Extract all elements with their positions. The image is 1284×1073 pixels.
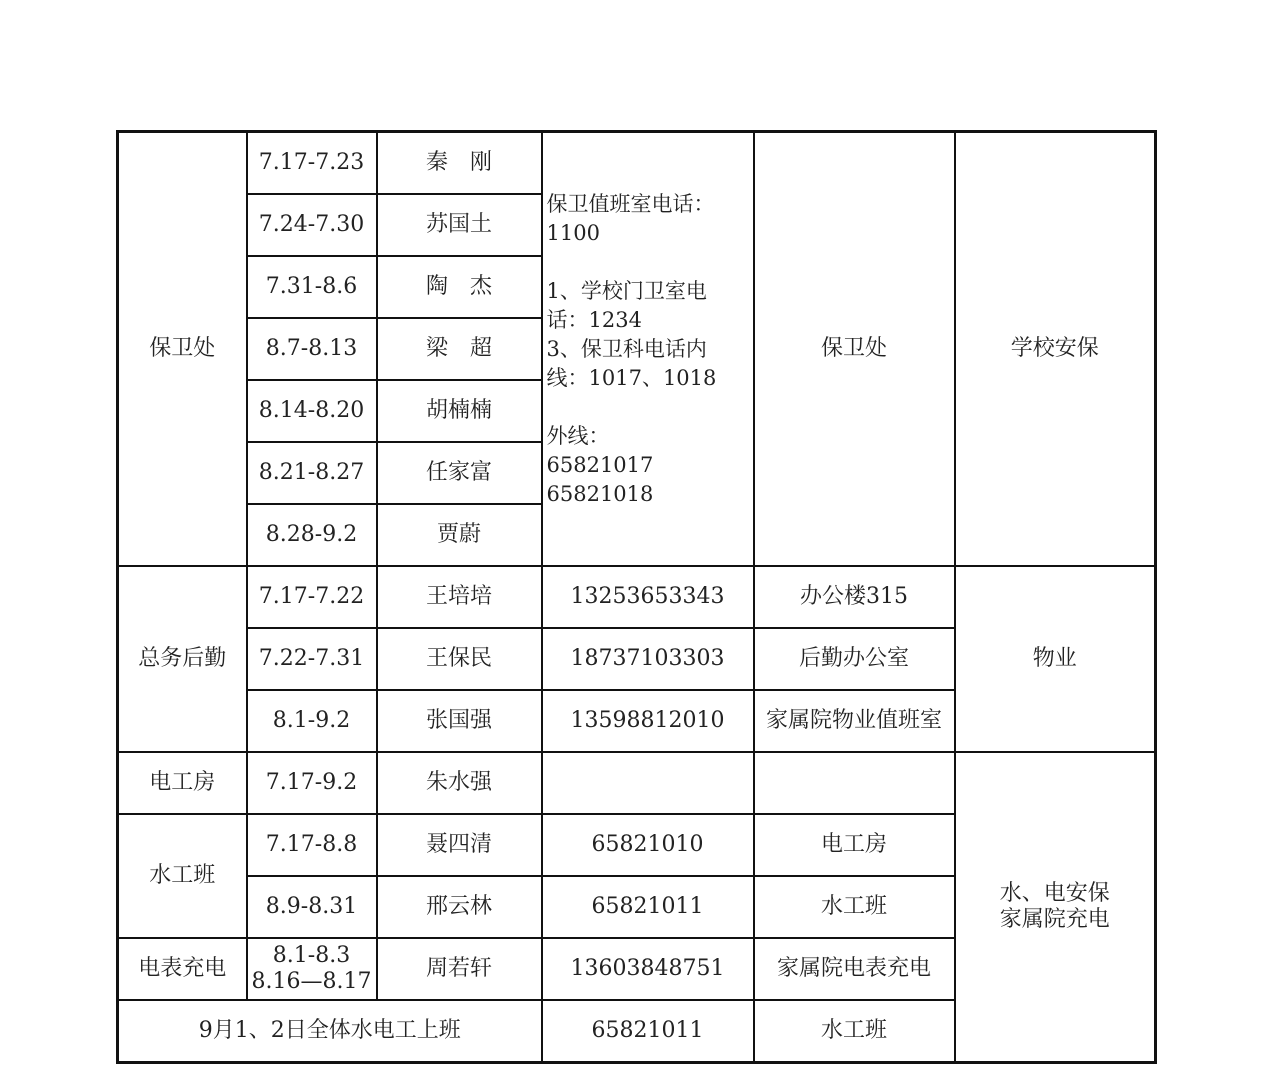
duty-cell: 学校安保 [955, 132, 1156, 567]
contact-line: 话：1234 [546, 307, 642, 332]
duty-schedule-table [116, 130, 1157, 1064]
department-cell: 电工房 [118, 752, 247, 814]
date-range-cell: 7.17-7.22 [247, 566, 377, 628]
phone-cell: 18737103303 [542, 628, 754, 690]
staff-name-cell: 周若轩 [377, 938, 542, 1000]
table-row [118, 566, 1156, 628]
department-cell: 总务后勤 [118, 566, 247, 752]
location-cell: 办公楼315 [754, 566, 955, 628]
date-range-cell: 8.28-9.2 [247, 504, 377, 566]
table-row [118, 752, 1156, 814]
date-range-cell: 7.22-7.31 [247, 628, 377, 690]
date-line: 8.16—8.17 [251, 969, 372, 994]
location-cell: 后勤办公室 [754, 628, 955, 690]
department-cell: 保卫处 [118, 132, 247, 567]
contact-spacer [547, 248, 753, 277]
staff-name-cell: 邢云林 [377, 876, 542, 938]
date-range-cell: 7.24-7.30 [247, 194, 377, 256]
staff-name-cell: 梁 超 [377, 318, 542, 380]
date-line: 8.1-8.3 [272, 943, 351, 968]
staff-name-cell: 胡楠楠 [377, 380, 542, 442]
security-contact-cell [542, 132, 754, 567]
contact-line: 1、学校门卫室电 [546, 278, 707, 303]
contact-line: 65821017 [546, 452, 654, 477]
contact-line: 外线： [546, 423, 610, 448]
location-cell: 保卫处 [754, 132, 955, 567]
staff-name-cell: 陶 杰 [377, 256, 542, 318]
contact-line: 1100 [546, 220, 600, 245]
date-range-cell: 7.17-8.8 [247, 814, 377, 876]
date-range-cell: 7.31-8.6 [247, 256, 377, 318]
staff-name-cell: 秦 刚 [377, 132, 542, 195]
location-cell [754, 752, 955, 814]
date-range-cell: 7.17-7.23 [247, 132, 377, 195]
duty-line: 家属院充电 [999, 907, 1110, 932]
duty-line: 水、电安保 [999, 881, 1110, 906]
note-cell: 9月1、2日全体水电工上班 [118, 1000, 542, 1063]
location-cell: 水工班 [754, 1000, 955, 1063]
department-cell: 电表充电 [118, 938, 247, 1000]
department-cell: 水工班 [118, 814, 247, 938]
duty-cell [955, 752, 1156, 1063]
contact-line: 65821018 [546, 481, 654, 506]
contact-spacer [547, 393, 753, 422]
date-range-cell: 7.17-9.2 [247, 752, 377, 814]
staff-name-cell: 朱水强 [377, 752, 542, 814]
date-range-cell: 8.7-8.13 [247, 318, 377, 380]
contact-line: 保卫值班室电话： [546, 191, 715, 216]
phone-cell: 65821011 [542, 1000, 754, 1063]
date-range-cell: 8.1-9.2 [247, 690, 377, 752]
location-cell: 家属院物业值班室 [754, 690, 955, 752]
date-range-cell: 8.9-8.31 [247, 876, 377, 938]
contact-line: 线：1017、1018 [546, 365, 717, 390]
staff-name-cell: 苏国土 [377, 194, 542, 256]
date-range-cell: 8.21-8.27 [247, 442, 377, 504]
phone-cell: 13598812010 [542, 690, 754, 752]
duty-cell: 物业 [955, 566, 1156, 752]
staff-name-cell: 张国强 [377, 690, 542, 752]
staff-name-cell: 贾蔚 [377, 504, 542, 566]
phone-cell: 65821011 [542, 876, 754, 938]
staff-name-cell: 任家富 [377, 442, 542, 504]
phone-cell: 13253653343 [542, 566, 754, 628]
phone-cell [542, 752, 754, 814]
location-cell: 家属院电表充电 [754, 938, 955, 1000]
staff-name-cell: 王培培 [377, 566, 542, 628]
staff-name-cell: 王保民 [377, 628, 542, 690]
location-cell: 水工班 [754, 876, 955, 938]
date-range-cell: 8.14-8.20 [247, 380, 377, 442]
phone-cell: 13603848751 [542, 938, 754, 1000]
staff-name-cell: 聂四清 [377, 814, 542, 876]
contact-line: 3、保卫科电话内 [546, 336, 707, 361]
location-cell: 电工房 [754, 814, 955, 876]
date-range-cell [247, 938, 377, 1000]
phone-cell: 65821010 [542, 814, 754, 876]
table-row [118, 132, 1156, 195]
